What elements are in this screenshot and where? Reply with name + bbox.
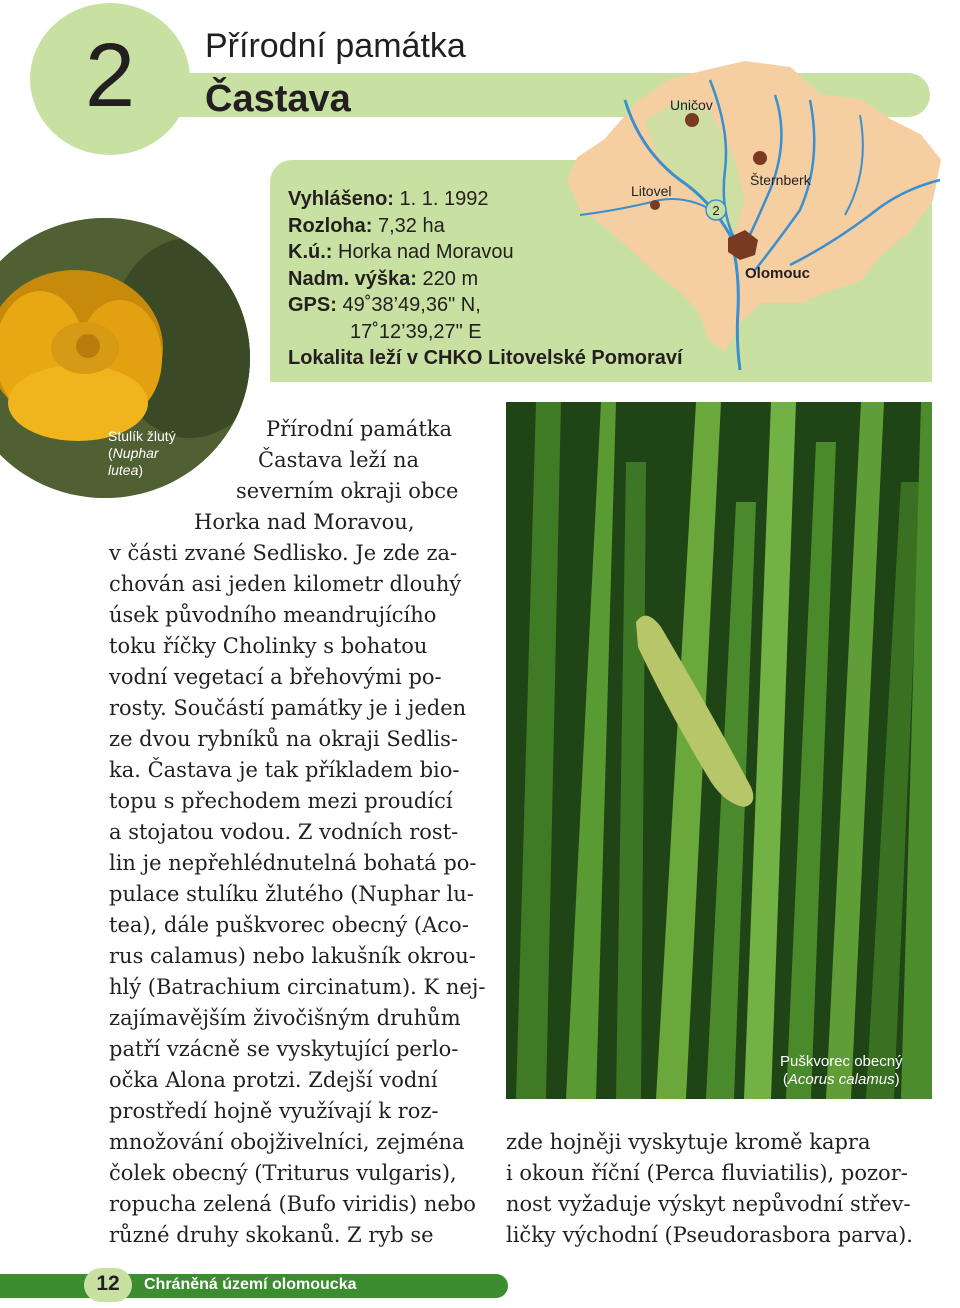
flower-caption xyxy=(108,428,176,479)
body-line: množování obojživelníci, zejména xyxy=(109,1130,465,1154)
fact-area xyxy=(288,213,683,240)
fact-gps-label: GPS: xyxy=(288,294,337,316)
fact-altitude-label: Nadm. výška: xyxy=(288,267,417,290)
reed-caption xyxy=(780,1053,903,1089)
body-line: tea), dále puškvorec obecný (Aco- xyxy=(109,913,469,937)
body-line: toku říčky Cholinky s bohatou xyxy=(109,634,428,658)
flower-caption-latin-line2 xyxy=(108,462,176,479)
stigma xyxy=(76,334,100,358)
reed-caption-paren-close: ) xyxy=(894,1071,900,1088)
page-title: Častava xyxy=(205,78,351,120)
body-line: ze dvou rybníků na okraji Sedlis- xyxy=(109,727,458,751)
flower-caption-latin-line1 xyxy=(108,445,176,462)
footer-title: Chráněná území olomoucka xyxy=(144,1276,357,1293)
fact-declared xyxy=(288,186,683,213)
body-line: úsek původního meandrujícího xyxy=(109,603,437,627)
flower-caption-paren-open: ( xyxy=(108,445,113,461)
body-line: ka. Častava je tak příkladem bio- xyxy=(109,758,460,782)
body-line: topu s přechodem mezi proudící xyxy=(109,789,453,813)
body-line: severním okraji obce xyxy=(236,479,459,503)
page-number: 12 xyxy=(96,1272,120,1295)
body-line: rosty. Součástí památky je i jeden xyxy=(109,696,467,720)
fact-cadastre-label: K.ú.: xyxy=(288,241,333,263)
fact-altitude-value: 220 m xyxy=(416,267,479,290)
reed-caption-name: Puškvorec obecný xyxy=(780,1053,903,1070)
reed-photo xyxy=(506,402,932,1099)
body-line: prostředí hojně využívají k roz- xyxy=(109,1099,439,1123)
site-number: 2 xyxy=(84,26,136,126)
flower-caption-name: Stulík žlutý xyxy=(108,428,176,444)
fact-declared-value: 1. 1. 1992 xyxy=(393,188,489,210)
right-line: i okoun říční (Perca fluviatilis), pozor- xyxy=(506,1161,908,1185)
fact-gps-value-1: 49˚38’49,36" N, xyxy=(336,294,481,316)
site-facts xyxy=(288,186,683,372)
body-line: zajímavějším živočišným druhům xyxy=(109,1006,461,1030)
body-line: Častava leží na xyxy=(258,448,420,472)
reed-caption-paren-open: ( xyxy=(782,1071,788,1088)
fact-area-value: 7,32 ha xyxy=(372,214,445,237)
body-line: pulace stulíku žlutého (Nuphar lu- xyxy=(109,882,474,906)
body-line: Přírodní památka xyxy=(266,417,453,441)
right-line: ličky východní (Pseudorasbora parva). xyxy=(506,1223,913,1247)
reed-caption-latin-line xyxy=(780,1071,903,1089)
body-line: chován asi jeden kilometr dlouhý xyxy=(109,572,462,596)
flower-caption-paren-close: ) xyxy=(138,462,144,478)
fact-gps-2: 17˚12’39,27" E xyxy=(350,320,482,343)
flower-caption-latin-a: Nuphar xyxy=(112,445,159,461)
body-line: různé druhy skokanů. Z ryb se xyxy=(109,1223,434,1247)
body-line: hlý (Batrachium circinatum). K nej- xyxy=(109,975,486,999)
body-line: vodní vegetací a břehovými po- xyxy=(109,665,442,689)
body-line: a stojatou vodou. Z vodních rost- xyxy=(109,820,459,844)
body-line: lin je nepřehlédnutelná bohatá po- xyxy=(109,851,477,875)
fact-gps xyxy=(288,292,683,319)
fact-area-label: Rozloha: xyxy=(288,214,373,237)
fact-cadastre-value: Horka nad Moravou xyxy=(332,241,514,263)
site-marker-label: 2 xyxy=(712,203,720,218)
town-unicov xyxy=(685,113,699,127)
body-line: patří vzácně se vyskytující perlo- xyxy=(109,1037,459,1061)
body-line: Horka nad Moravou, xyxy=(194,510,415,534)
right-line: zde hojněji vyskytuje kromě kapra xyxy=(506,1130,871,1154)
flower-caption-latin-b: lutea xyxy=(108,462,139,478)
town-sternberk xyxy=(753,151,767,165)
right-line: nost vyžaduje výskyt nepůvodní střev- xyxy=(506,1192,911,1216)
sweet-flag-image xyxy=(506,402,932,1099)
body-line: čolek obecný (Triturus vulgaris), xyxy=(109,1161,457,1185)
map-label-sternberk: Šternberk xyxy=(750,172,811,188)
fact-location xyxy=(288,345,683,372)
map-label-olomouc: Olomouc xyxy=(745,265,811,282)
fact-cadastre xyxy=(288,239,683,266)
fact-location-text: Lokalita leží v CHKO Litovelské Pomoraví xyxy=(288,347,683,369)
body-line: očka Alona protzi. Zdejší vodní xyxy=(109,1068,438,1092)
fact-declared-label: Vyhlášeno: xyxy=(288,188,394,210)
number-badge xyxy=(30,3,190,155)
body-line: ropucha zelená (Bufo viridis) nebo xyxy=(109,1192,476,1216)
map-label-litovel: Litovel xyxy=(631,183,672,199)
reed-caption-latin: Acorus calamus xyxy=(787,1071,895,1088)
body-line: v části zvané Sedlisko. Je zde za- xyxy=(109,541,458,565)
body-line: rus calamus) nebo lakušník okrou- xyxy=(109,944,476,968)
fact-altitude xyxy=(288,266,683,293)
page-subtitle: Přírodní památka xyxy=(205,27,466,65)
map-label-unicov: Uničov xyxy=(670,97,713,113)
